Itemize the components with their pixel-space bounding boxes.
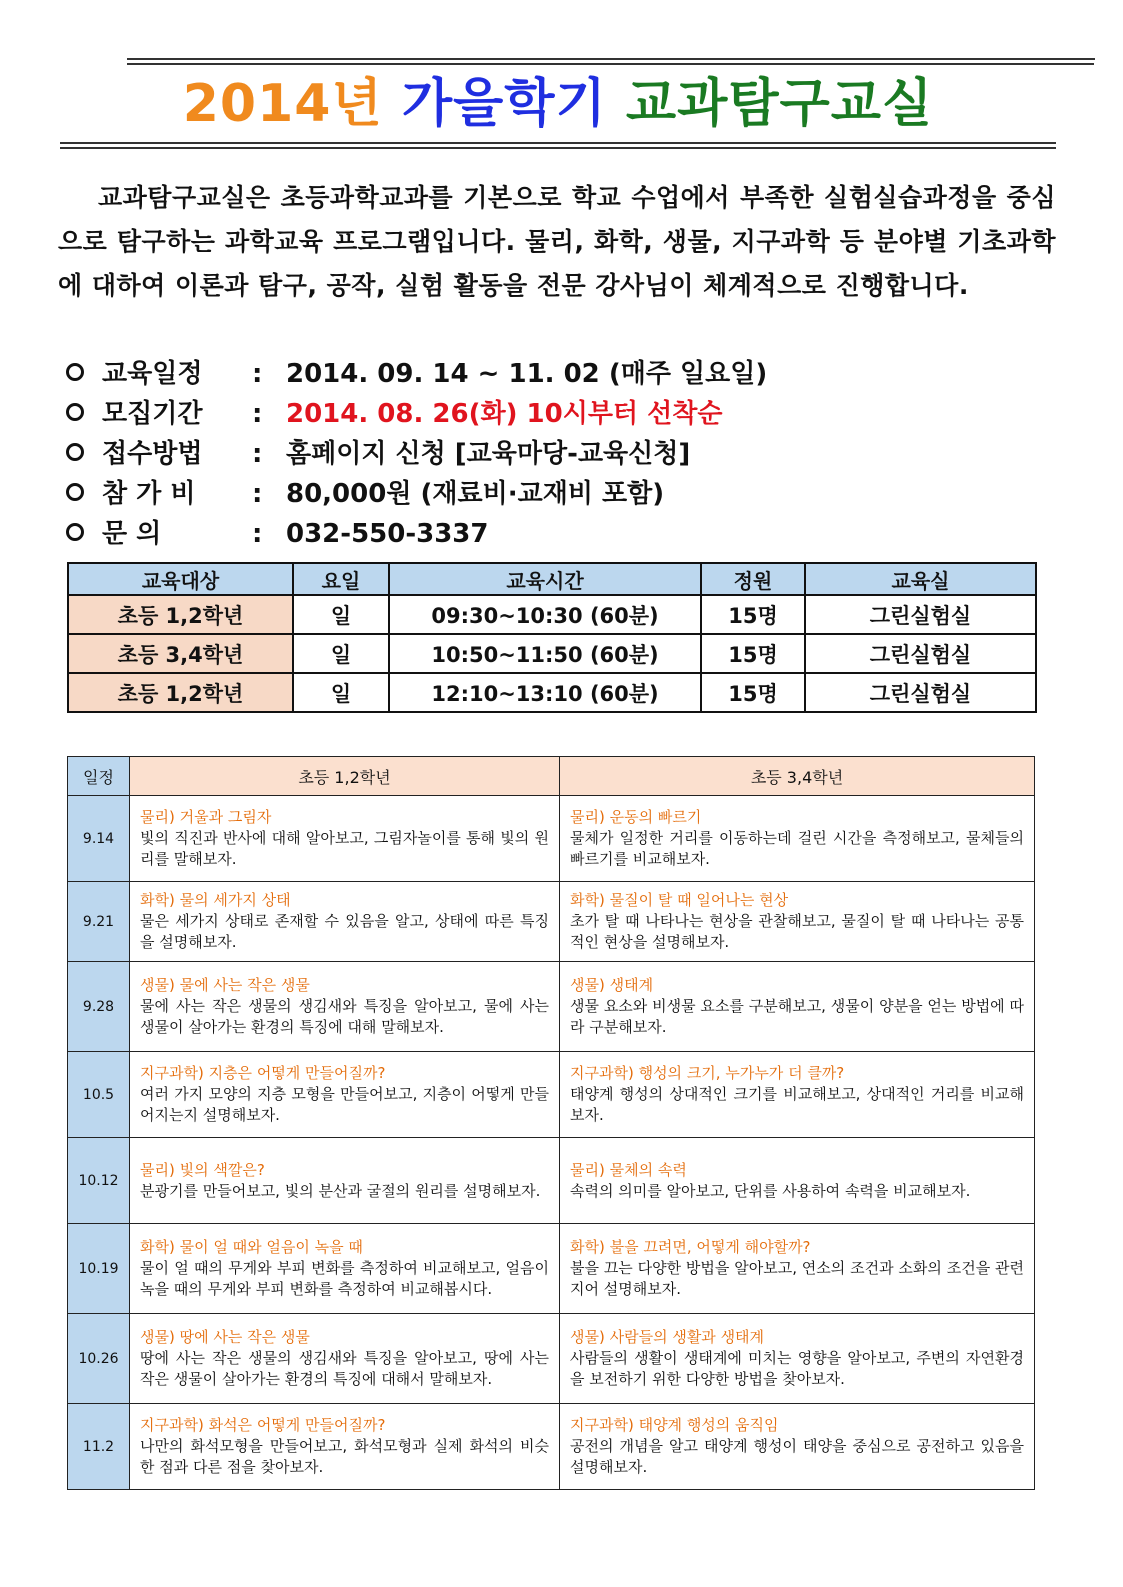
info-separator: : <box>252 439 263 469</box>
lesson-topic: 지구과학) 화석은 어떻게 만들어질까? <box>140 1416 386 1434</box>
lesson-topic: 물리) 운동의 빠르기 <box>570 808 702 826</box>
lesson-description: 물에 사는 작은 생물의 생김새와 특징을 알아보고, 물에 사는 생물이 살아가는 환경의 특징에 대해 말해보자. <box>140 997 549 1036</box>
table-cell: 15명 <box>701 595 805 634</box>
title-season: 가을학기 <box>401 74 607 134</box>
table-cell: 10:50~11:50 (60분) <box>389 634 701 673</box>
schedule-cell <box>130 1138 560 1224</box>
table-cell: 12:10~13:10 (60분) <box>389 673 701 712</box>
lesson-description: 생물 요소와 비생물 요소를 구분해보고, 생물이 양분을 얻는 방법에 따라 구분해보자. <box>570 997 1024 1036</box>
lesson-topic: 지구과학) 태양계 행성의 움직임 <box>570 1416 779 1434</box>
lesson-description: 땅에 사는 작은 생물의 생김새와 특징을 알아보고, 땅에 사는 작은 생물이 살아가는 환경의 특징에 대해서 말해보자. <box>140 1349 549 1388</box>
schedule-cell <box>560 1314 1035 1404</box>
lesson-topic: 지구과학) 행성의 크기, 누가누가 더 클까? <box>570 1064 845 1082</box>
lesson-topic: 화학) 불을 끄려면, 어떻게 해야할까? <box>570 1238 811 1256</box>
table-cell: 초등 1,2학년 <box>68 595 293 634</box>
bullet-circle-icon <box>66 403 84 421</box>
column-header: 일정 <box>68 757 130 796</box>
intro-paragraph: 교과탐구교실은 초등과학교과를 기본으로 학교 수업에서 부족한 실험실습과정을 중심으로 탐구하는 과학교육 프로그램입니다. 물리, 화학, 생물, 지구과학 등 분야별 기초과학에 대하여 이론과 탐구, 공작, 실험 활동을 전문 강사님이 체계적으로 진행합니다. <box>58 183 1056 300</box>
title-bottom-rule <box>60 142 1056 144</box>
schedule-cell <box>130 1404 560 1490</box>
lesson-description: 물체가 일정한 거리를 이동하는데 걸린 시간을 측정해보고, 물체들의 빠르기를 비교해보자. <box>570 829 1024 868</box>
schedule-cell <box>560 1138 1035 1224</box>
lesson-description: 공전의 개념을 알고 태양계 행성이 태양을 중심으로 공전하고 있음을 설명해보자. <box>570 1437 1024 1476</box>
schedule-date: 11.2 <box>68 1404 130 1490</box>
lesson-description: 물은 세가지 상태로 존재할 수 있음을 알고, 상태에 따른 특징을 설명해보자. <box>140 912 549 951</box>
column-header: 교육실 <box>805 563 1036 595</box>
table-cell: 15명 <box>701 673 805 712</box>
schedule-cell <box>560 796 1035 882</box>
title-block <box>60 58 1056 148</box>
info-row <box>62 394 1052 434</box>
info-row <box>62 354 1052 394</box>
table-cell: 일 <box>293 634 389 673</box>
table-cell: 초등 1,2학년 <box>68 673 293 712</box>
schedule-date: 9.28 <box>68 962 130 1052</box>
lesson-description: 물이 얼 때의 무게와 부피 변화를 측정하여 비교해보고, 얼음이 녹을 때의 무게와 부피 변화를 측정하여 비교해봅시다. <box>140 1259 549 1298</box>
lesson-topic: 생물) 물에 사는 작은 생물 <box>140 976 310 994</box>
info-separator: : <box>252 399 263 429</box>
lesson-description: 불을 끄는 다양한 방법을 알아보고, 연소의 조건과 소화의 조건을 관련지어 설명해보자. <box>570 1259 1024 1298</box>
schedule-date: 9.14 <box>68 796 130 882</box>
class-table <box>67 562 1037 713</box>
class-table-header <box>68 563 1036 595</box>
schedule-date: 10.12 <box>68 1138 130 1224</box>
schedule-cell <box>130 796 560 882</box>
info-separator: : <box>252 359 263 389</box>
table-row <box>68 1404 1035 1490</box>
schedule-date: 10.19 <box>68 1224 130 1314</box>
table-row <box>68 796 1035 882</box>
lesson-topic: 생물) 생태계 <box>570 976 654 994</box>
schedule-cell <box>130 1052 560 1138</box>
bullet-circle-icon <box>66 443 84 461</box>
table-row <box>68 634 1036 673</box>
lesson-description: 초가 탈 때 나타나는 현상을 관찰해보고, 물질이 탈 때 나타나는 공통적인 현상을 설명해보자. <box>570 912 1024 951</box>
table-cell: 그린실험실 <box>805 673 1036 712</box>
column-header: 초등 3,4학년 <box>560 757 1035 796</box>
column-header: 초등 1,2학년 <box>130 757 560 796</box>
bullet-circle-icon <box>66 483 84 501</box>
lesson-topic: 화학) 물의 세가지 상태 <box>140 891 291 909</box>
table-row <box>68 1138 1035 1224</box>
info-value: 032-550-3337 <box>286 519 489 549</box>
info-label: 교육일정 <box>102 359 203 389</box>
info-list <box>62 354 1052 554</box>
title-program-name: 교과탐구교실 <box>625 74 934 134</box>
page-title <box>60 70 1056 138</box>
schedule-cell <box>560 882 1035 962</box>
column-header: 요일 <box>293 563 389 595</box>
lesson-topic: 물리) 거울과 그림자 <box>140 808 272 826</box>
lesson-topic: 생물) 사람들의 생활과 생태계 <box>570 1328 765 1346</box>
info-label: 모집기간 <box>102 399 203 429</box>
lesson-description: 나만의 화석모형을 만들어보고, 화석모형과 실제 화석의 비슷한 점과 다른 점을 찾아보자. <box>140 1437 549 1476</box>
column-header: 교육시간 <box>389 563 701 595</box>
lesson-topic: 지구과학) 지층은 어떻게 만들어질까? <box>140 1064 386 1082</box>
info-value: 홈페이지 신청 [교육마당-교육신청] <box>286 439 691 469</box>
lesson-description: 분광기를 만들어보고, 빛의 분산과 굴절의 원리를 설명해보자. <box>140 1181 541 1200</box>
schedule-cell <box>560 962 1035 1052</box>
schedule-cell <box>130 1314 560 1404</box>
schedule-date: 9.21 <box>68 882 130 962</box>
bullet-circle-icon <box>66 523 84 541</box>
lesson-description: 여러 가지 모양의 지층 모형을 만들어보고, 지층이 어떻게 만들어지는지 설명해보자. <box>140 1085 549 1124</box>
schedule-table-header <box>68 757 1035 796</box>
lesson-description: 속력의 의미를 알아보고, 단위를 사용하여 속력을 비교해보자. <box>570 1181 971 1200</box>
schedule-cell <box>560 1224 1035 1314</box>
schedule-cell <box>560 1052 1035 1138</box>
info-separator: : <box>252 479 263 509</box>
info-row <box>62 474 1052 514</box>
info-row <box>62 514 1052 554</box>
info-separator: : <box>252 519 263 549</box>
info-value: 2014. 09. 14 ~ 11. 02 (매주 일요일) <box>286 359 768 389</box>
table-row <box>68 1314 1035 1404</box>
table-row <box>68 962 1035 1052</box>
column-header: 교육대상 <box>68 563 293 595</box>
info-value: 2014. 08. 26(화) 10시부터 선착순 <box>286 399 723 429</box>
table-row <box>68 673 1036 712</box>
schedule-cell <box>560 1404 1035 1490</box>
lesson-topic: 물리) 빛의 색깔은? <box>140 1160 265 1179</box>
table-cell: 15명 <box>701 634 805 673</box>
schedule-date: 10.5 <box>68 1052 130 1138</box>
lesson-topic: 물리) 물체의 속력 <box>570 1160 687 1179</box>
table-row <box>68 1224 1035 1314</box>
title-top-rule-inner <box>127 63 1094 65</box>
schedule-table <box>67 756 1035 1490</box>
table-row <box>68 882 1035 962</box>
info-label: 접수방법 <box>102 439 203 469</box>
table-row <box>68 595 1036 634</box>
schedule-date: 10.26 <box>68 1314 130 1404</box>
lesson-description: 태양계 행성의 상대적인 크기를 비교해보고, 상대적인 거리를 비교해보자. <box>570 1085 1024 1124</box>
table-cell: 초등 3,4학년 <box>68 634 293 673</box>
title-top-rule <box>127 58 1095 60</box>
schedule-cell <box>130 1224 560 1314</box>
info-row <box>62 434 1052 474</box>
table-cell: 일 <box>293 673 389 712</box>
schedule-cell <box>130 962 560 1052</box>
lesson-topic: 화학) 물질이 탈 때 일어나는 현상 <box>570 891 789 909</box>
lesson-topic: 화학) 물이 얼 때와 얼음이 녹을 때 <box>140 1238 363 1256</box>
title-year: 2014년 <box>182 74 383 134</box>
lesson-description: 사람들의 생활이 생태계에 미치는 영향을 알아보고, 주변의 자연환경을 보전하기 위한 다양한 방법을 찾아보자. <box>570 1349 1024 1388</box>
table-cell: 09:30~10:30 (60분) <box>389 595 701 634</box>
table-cell: 일 <box>293 595 389 634</box>
table-cell: 그린실험실 <box>805 595 1036 634</box>
info-value: 80,000원 (재료비·교재비 포함) <box>286 479 665 509</box>
lesson-topic: 생물) 땅에 사는 작은 생물 <box>140 1328 310 1346</box>
info-label: 문 의 <box>102 519 162 549</box>
lesson-description: 빛의 직진과 반사에 대해 알아보고, 그림자놀이를 통해 빛의 원리를 말해보자. <box>140 829 549 868</box>
bullet-circle-icon <box>66 363 84 381</box>
table-cell: 그린실험실 <box>805 634 1036 673</box>
title-bottom-rule-inner <box>60 147 1056 149</box>
table-row <box>68 1052 1035 1138</box>
column-header: 정원 <box>701 563 805 595</box>
schedule-cell <box>130 882 560 962</box>
info-label: 참 가 비 <box>102 479 196 509</box>
